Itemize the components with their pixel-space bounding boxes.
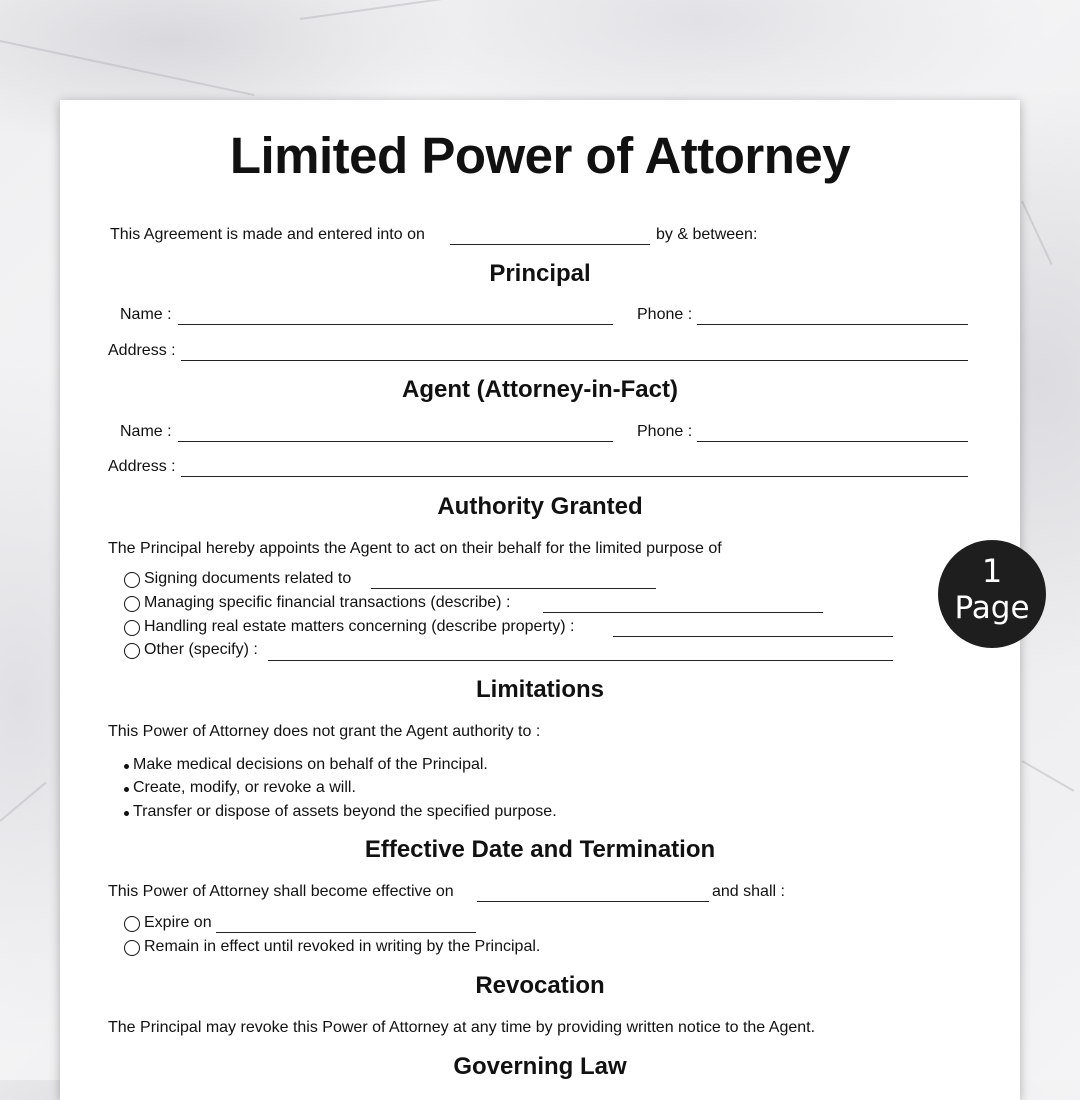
- authority-option-radio[interactable]: [124, 620, 140, 636]
- agent-address-field[interactable]: [181, 476, 968, 477]
- principal-name-label: Name :: [120, 306, 172, 323]
- agent-name-label: Name :: [120, 423, 172, 440]
- governing-law-heading: Governing Law: [453, 1053, 627, 1080]
- limitation-item: Make medical decisions on behalf of the Principal.: [133, 756, 488, 773]
- agent-address-label: Address :: [108, 458, 176, 475]
- termination-option-label: Expire on: [144, 914, 212, 931]
- agent-heading: Agent (Attorney-in-Fact): [402, 376, 678, 403]
- principal-name-field[interactable]: [178, 324, 613, 325]
- page-count-label: Page: [954, 590, 1030, 626]
- authority-text: The Principal hereby appoints the Agent to act on their behalf for the limited purpose of: [108, 540, 722, 557]
- marble-vein: [0, 782, 47, 822]
- other-specify-field[interactable]: [268, 660, 893, 661]
- termination-option-radio[interactable]: [124, 916, 140, 932]
- bullet: [124, 764, 129, 769]
- expire-date-field[interactable]: [216, 932, 476, 933]
- effective-text-end: and shall :: [712, 883, 785, 900]
- authority-option-label: Managing specific financial transactions (describe) :: [144, 594, 511, 611]
- marble-vein: [1021, 201, 1052, 265]
- agreement-date-field[interactable]: [450, 244, 650, 245]
- agent-name-field[interactable]: [178, 441, 613, 442]
- principal-heading: Principal: [489, 260, 591, 287]
- marble-vein: [0, 40, 255, 96]
- termination-option-label: Remain in effect until revoked in writing by the Principal.: [144, 938, 541, 955]
- limitation-item: Transfer or dispose of assets beyond the specified purpose.: [133, 803, 557, 820]
- authority-heading: Authority Granted: [437, 493, 643, 520]
- termination-option-radio[interactable]: [124, 940, 140, 956]
- real-estate-field[interactable]: [613, 636, 893, 637]
- marble-vein: [1022, 760, 1075, 792]
- limitation-item: Create, modify, or revoke a will.: [133, 779, 356, 796]
- revocation-heading: Revocation: [475, 972, 605, 999]
- document-page: [60, 100, 1020, 1100]
- principal-phone-label: Phone :: [637, 306, 693, 323]
- agent-phone-field[interactable]: [697, 441, 968, 442]
- authority-option-label: Handling real estate matters concerning (describe property) :: [144, 618, 575, 635]
- intro-text-end: by & between:: [656, 226, 758, 243]
- authority-option-label: Signing documents related to: [144, 570, 352, 587]
- page-count-number: 1: [981, 552, 1003, 590]
- effective-text: This Power of Attorney shall become effective on: [108, 883, 454, 900]
- authority-option-label: Other (specify) :: [144, 641, 258, 658]
- signing-documents-field[interactable]: [371, 588, 656, 589]
- revocation-text: The Principal may revoke this Power of Attorney at any time by providing written notice to the Agent.: [108, 1019, 816, 1036]
- effective-date-field[interactable]: [477, 901, 709, 902]
- bullet: [124, 787, 129, 792]
- effective-heading: Effective Date and Termination: [364, 836, 716, 863]
- limitations-text: This Power of Attorney does not grant the Agent authority to :: [108, 723, 541, 740]
- page-count-badge: [938, 540, 1046, 648]
- bullet: [124, 811, 129, 816]
- authority-option-radio[interactable]: [124, 596, 140, 612]
- financial-transactions-field[interactable]: [543, 612, 823, 613]
- limitations-heading: Limitations: [475, 676, 604, 703]
- authority-option-radio[interactable]: [124, 572, 140, 588]
- principal-address-field[interactable]: [181, 360, 968, 361]
- document-title: Limited Power of Attorney: [229, 127, 851, 184]
- principal-address-label: Address :: [108, 342, 176, 359]
- agent-phone-label: Phone :: [637, 423, 693, 440]
- intro-text: This Agreement is made and entered into on: [110, 226, 425, 243]
- marble-vein: [300, 0, 479, 20]
- principal-phone-field[interactable]: [697, 324, 968, 325]
- authority-option-radio[interactable]: [124, 643, 140, 659]
